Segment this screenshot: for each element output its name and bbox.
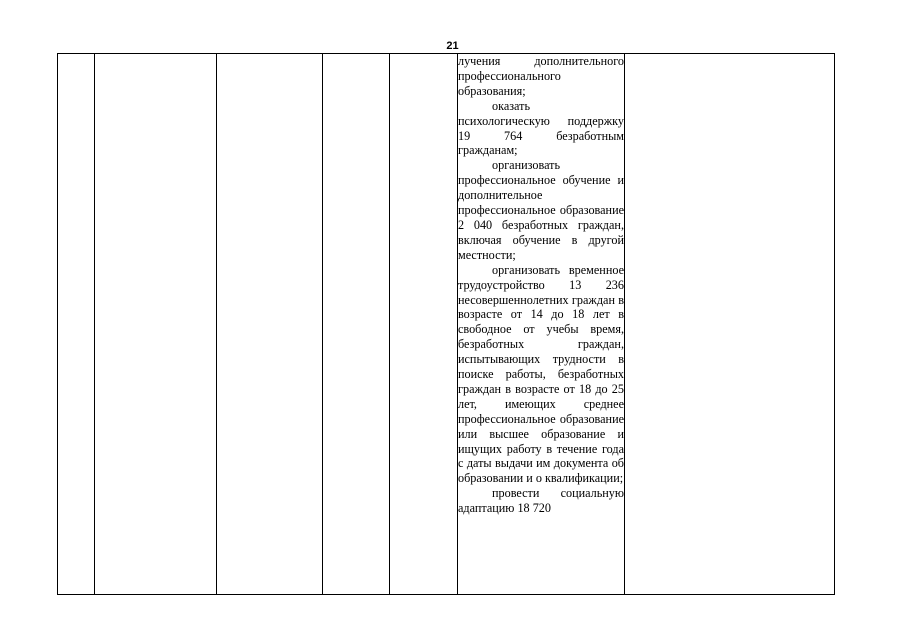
text-paragraph: оказать психологическую поддержку 19 764 безработным гражданам; (458, 98, 624, 158)
table-cell-col-4 (323, 54, 390, 595)
text-paragraph: провести социальную адаптацию 18 720 (458, 486, 624, 516)
table-row (58, 54, 835, 595)
table-cell-col-3 (217, 54, 323, 595)
table-cell-col-1 (58, 54, 95, 595)
table-cell-col-7 (625, 54, 835, 595)
text-paragraph: лучения дополнительного профессионального образования; (458, 54, 624, 98)
table-cell-col-2 (95, 54, 217, 595)
document-table (57, 53, 835, 595)
table-cell-col-6-text (458, 54, 625, 595)
text-paragraph: организовать временное трудоустройство 13 236 несовершеннолетних граждан в возрасте от 14 до 18 лет в свободное от учебы время, безработных граждан, испытывающих трудности в поиске работы, безработных граждан в возрасте от 18 до 25 лет, имеющих среднее профессиональное образование или высшее образование и ищущих работу в течение года с даты выдачи им документа об образовании и о квалификации; (458, 262, 624, 486)
page-number: 21 (446, 40, 459, 52)
table-cell-col-5 (390, 54, 458, 595)
text-paragraph: организовать профессиональное обучение и дополнительное профессиональное образование 2 040 безработных граждан, включая обучение в другой местности; (458, 158, 624, 262)
